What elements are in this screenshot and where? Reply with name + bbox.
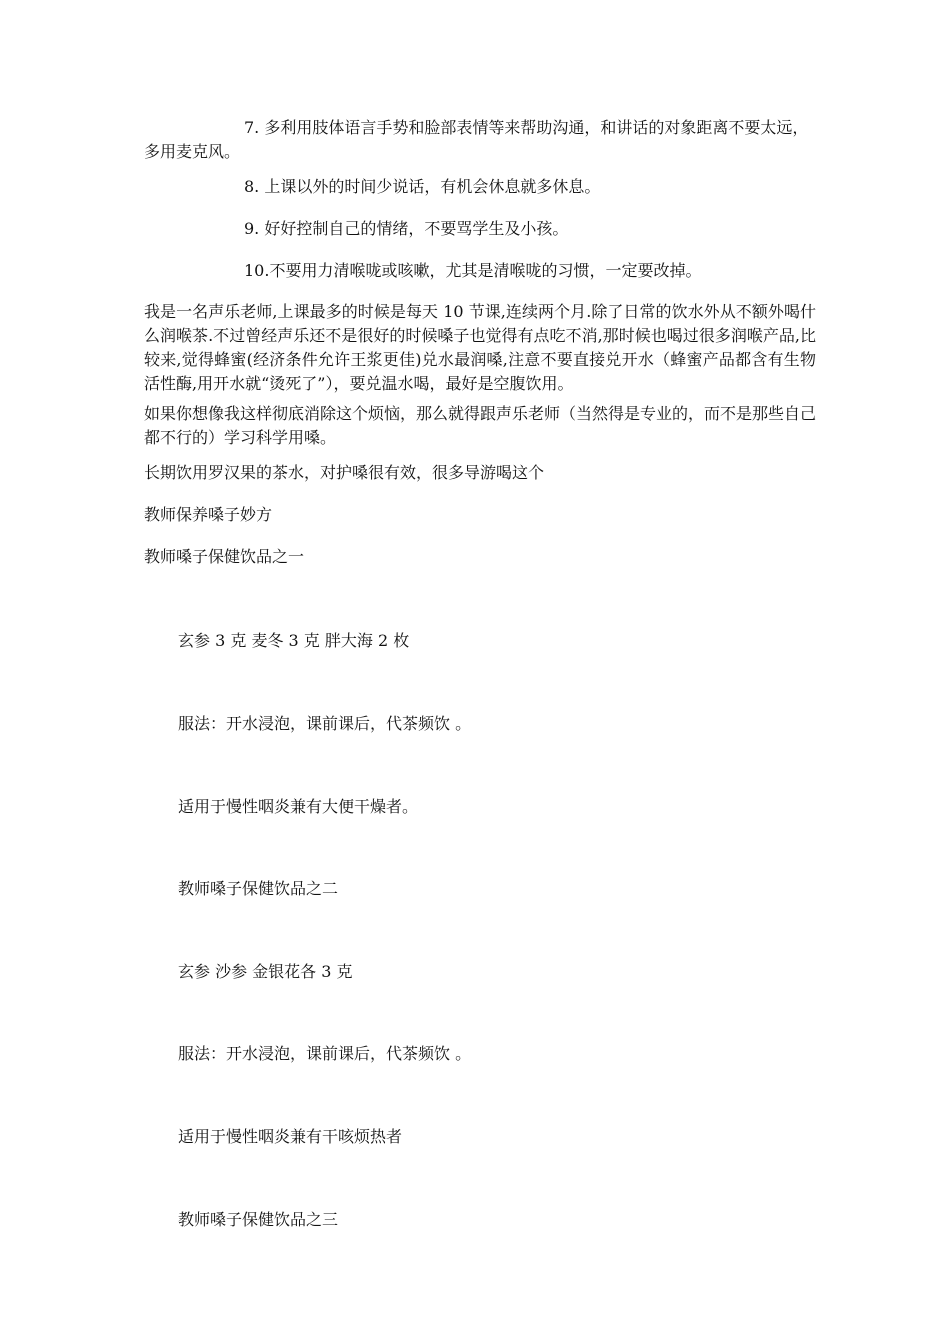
- recipe-2-indication: 适用于慢性咽炎兼有干咳烦热者: [178, 1127, 403, 1146]
- recipe-1-ingredients: 玄参 3 克 麦冬 3 克 胖大海 2 枚: [178, 631, 410, 650]
- paragraph-learn-singing: 如果你想像我这样彻底消除这个烦恼，那么就得跟声乐老师（当然得是专业的，而不是那些自己都不行的）学习科学用嗓。: [144, 404, 817, 447]
- recipe-1-indication: 适用于慢性咽炎兼有大便干燥者。: [178, 797, 419, 816]
- recipe-2-usage: 服法：开水浸泡，课前课后，代茶频饮 。: [178, 1044, 472, 1063]
- recipe-3-title: 教师嗓子保健饮品之三: [178, 1210, 339, 1229]
- section-heading: 教师保养嗓子妙方: [144, 505, 273, 524]
- recipe-2-title: 教师嗓子保健饮品之二: [178, 879, 339, 898]
- tip-8: 8. 上课以外的时间少说话，有机会休息就多休息。: [244, 177, 601, 196]
- recipe-1-title: 教师嗓子保健饮品之一: [144, 547, 305, 566]
- paragraph-voice-teacher: 我是一名声乐老师,上课最多的时候是每天 10 节课,连续两个月.除了日常的饮水外从不额外喝什么润喉茶.不过曾经声乐还不是很好的时候嗓子也觉得有点吃不消,那时候也喝过很多润喉产品,比较来,觉得蜂蜜(经济条件允许王浆更佳)兑水最润嗓,注意不要直接兑开水（蜂蜜产品都含有生物活性酶,用开水就“烫死了”），要兑温水喝，最好是空腹饮用。: [144, 302, 816, 393]
- tip-9: 9. 好好控制自己的情绪，不要骂学生及小孩。: [244, 219, 569, 238]
- recipe-1-usage: 服法：开水浸泡，课前课后，代茶频饮 。: [178, 714, 472, 733]
- recipe-2-ingredients: 玄参 沙参 金银花各 3 克: [178, 962, 353, 981]
- tip-7: 7. 多利用肢体语言手势和脸部表情等来帮助沟通，和讲话的对象距离不要太远，多用麦克风。: [144, 118, 809, 161]
- tip-10: 10.不要用力清喉咙或咳嗽，尤其是清喉咙的习惯，一定要改掉。: [244, 261, 702, 280]
- paragraph-luohanguo: 长期饮用罗汉果的茶水，对护嗓很有效，很多导游喝这个: [144, 463, 545, 482]
